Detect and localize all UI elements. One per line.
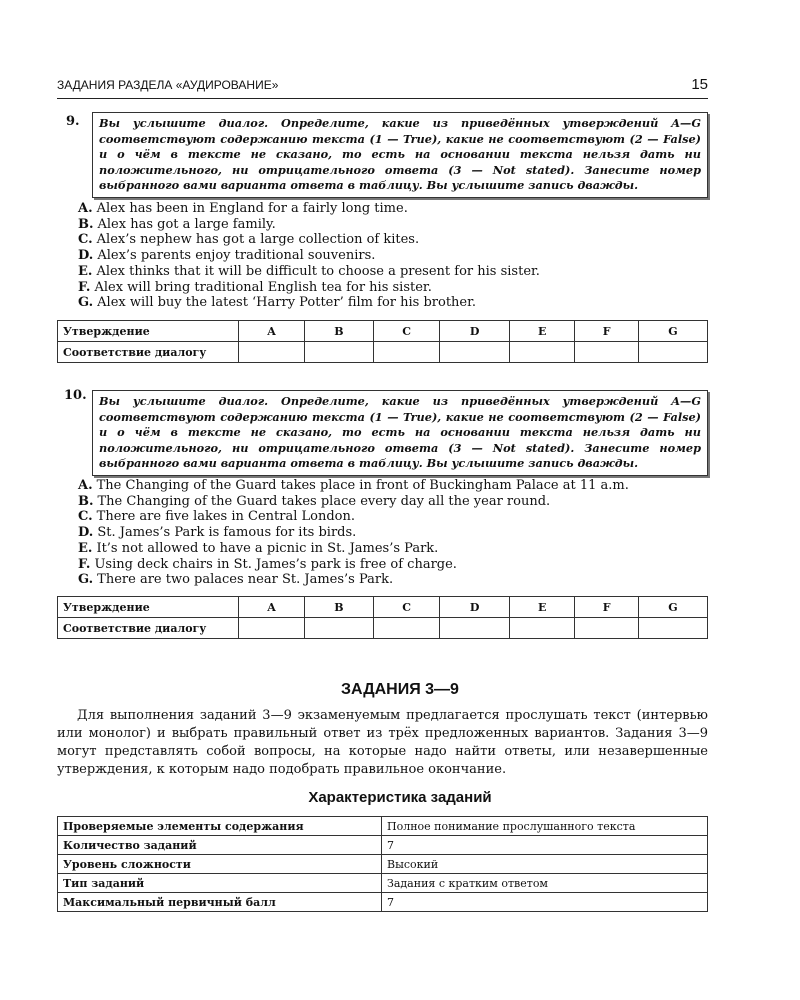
statement-text: Alex’s parents enjoy traditional souvenirs. xyxy=(97,248,376,264)
column-letter: B xyxy=(305,597,374,618)
answer-cell[interactable] xyxy=(575,342,639,363)
row-value: Высокий xyxy=(382,855,708,874)
statement-item xyxy=(78,494,629,510)
statement-letter: G. xyxy=(78,572,94,588)
answer-cell[interactable] xyxy=(575,618,639,639)
statement-item xyxy=(78,295,540,311)
answer-cell[interactable] xyxy=(373,342,440,363)
answer-row xyxy=(58,342,708,363)
column-letter: D xyxy=(440,597,509,618)
header-row xyxy=(58,597,708,618)
answer-table xyxy=(57,320,708,363)
header-title: ЗАДАНИЯ РАЗДЕЛА «АУДИРОВАНИЕ» xyxy=(57,78,279,92)
statement-text: The Changing of the Guard takes place every day all the year round. xyxy=(97,493,551,509)
statement-text: Alex has been in England for a fairly long time. xyxy=(96,201,408,216)
statement-letter: A. xyxy=(78,201,93,216)
answer-cell[interactable] xyxy=(239,618,305,639)
column-letter: D xyxy=(440,321,509,342)
statement-item xyxy=(78,201,540,217)
statement-list xyxy=(78,201,540,311)
statement-text: Alex thinks that it will be difficult to choose a present for his sister. xyxy=(96,263,540,279)
answer-cell[interactable] xyxy=(638,618,707,639)
table-row xyxy=(58,874,708,893)
row-label: Утверждение xyxy=(58,597,239,618)
statement-text: It’s not allowed to have a picnic in St. James’s Park. xyxy=(96,540,439,556)
statement-text: Alex has got a large family. xyxy=(97,216,276,232)
statement-letter: F. xyxy=(78,279,91,295)
answer-row xyxy=(58,618,708,639)
characteristics-table xyxy=(57,816,708,912)
statement-letter: G. xyxy=(78,295,94,311)
row-value: 7 xyxy=(382,836,708,855)
column-letter: G xyxy=(638,597,707,618)
task-number: 10. xyxy=(64,388,87,403)
statement-text: There are five lakes in Central London. xyxy=(96,509,355,525)
statement-letter: D. xyxy=(78,525,94,541)
column-letter: F xyxy=(575,321,639,342)
answer-cell[interactable] xyxy=(373,618,440,639)
statement-letter: E. xyxy=(78,263,93,279)
statement-item xyxy=(78,557,629,573)
row-key: Максимальный первичный балл xyxy=(58,893,382,912)
column-letter: C xyxy=(373,597,440,618)
statement-text: St. James’s Park is famous for its birds. xyxy=(97,525,357,541)
statement-letter: B. xyxy=(78,493,94,509)
statement-text: Alex’s nephew has got a large collection of kites. xyxy=(96,232,420,248)
task-instruction: Вы услышите диалог. Определите, какие из приведённых утверждений A—G соответствуют содержанию текста (1 — True), какие не соответствуют (2 — False) и о чём в тексте не сказано, то есть на основании текста нельзя дать ни положительного, ни отрицательного ответа (3 — Not stated). Занесите номер выбранного вами варианта ответа в таблицу. Вы услышите запись дважды. xyxy=(92,390,708,476)
statement-item xyxy=(78,572,629,588)
statement-letter: A. xyxy=(78,478,93,493)
row-value: Задания с кратким ответом xyxy=(382,874,708,893)
row-key: Количество заданий xyxy=(58,836,382,855)
answer-cell[interactable] xyxy=(509,618,575,639)
statement-letter: C. xyxy=(78,509,93,525)
statement-text: There are two palaces near St. James’s Park. xyxy=(97,572,394,588)
answer-cell[interactable] xyxy=(440,618,509,639)
answer-cell[interactable] xyxy=(305,618,374,639)
row-label: Соответствие диалогу xyxy=(58,342,239,363)
statement-letter: C. xyxy=(78,232,93,248)
answer-cell[interactable] xyxy=(638,342,707,363)
statement-item xyxy=(78,232,540,248)
statement-item xyxy=(78,525,629,541)
page-number: 15 xyxy=(691,76,708,93)
task-number: 9. xyxy=(66,114,80,129)
row-key: Уровень сложности xyxy=(58,855,382,874)
table-row xyxy=(58,893,708,912)
characteristics-heading: Характеристика заданий xyxy=(308,789,492,806)
row-label: Утверждение xyxy=(58,321,239,342)
statement-letter: F. xyxy=(78,556,91,572)
statement-item xyxy=(78,478,629,494)
column-letter: B xyxy=(305,321,374,342)
statement-item xyxy=(78,509,629,525)
row-key: Тип заданий xyxy=(58,874,382,893)
statement-letter: B. xyxy=(78,216,94,232)
column-letter: G xyxy=(638,321,707,342)
column-letter: E xyxy=(509,597,575,618)
table-row xyxy=(58,836,708,855)
column-letter: E xyxy=(509,321,575,342)
section-heading: ЗАДАНИЯ 3—9 xyxy=(341,681,459,698)
statement-letter: D. xyxy=(78,248,94,264)
answer-cell[interactable] xyxy=(239,342,305,363)
answer-cell[interactable] xyxy=(305,342,374,363)
statement-text: Alex will buy the latest ‘Harry Potter’ film for his brother. xyxy=(97,295,477,311)
statement-item xyxy=(78,541,629,557)
table-row xyxy=(58,817,708,836)
table-row xyxy=(58,855,708,874)
row-key: Проверяемые элементы содержания xyxy=(58,817,382,836)
column-letter: C xyxy=(373,321,440,342)
statement-item xyxy=(78,264,540,280)
column-letter: A xyxy=(239,321,305,342)
row-value: 7 xyxy=(382,893,708,912)
statement-text: The Changing of the Guard takes place in front of Buckingham Palace at 11 a.m. xyxy=(96,478,629,493)
running-header xyxy=(57,78,708,99)
answer-table xyxy=(57,596,708,639)
task-instruction: Вы услышите диалог. Определите, какие из приведённых утверждений A—G соответствуют содержанию текста (1 — True), какие не соответствуют (2 — False) и о чём в тексте не сказано, то есть на основании текста нельзя дать ни положительного, ни отрицательного ответа (3 — Not stated). Занесите номер выбранного вами варианта ответа в таблицу. Вы услышите запись дважды. xyxy=(92,112,708,198)
statement-item xyxy=(78,280,540,296)
answer-cell[interactable] xyxy=(440,342,509,363)
answer-cell[interactable] xyxy=(509,342,575,363)
row-value: Полное понимание прослушанного текста xyxy=(382,817,708,836)
statement-list xyxy=(78,478,629,588)
statement-text: Alex will bring traditional English tea for his sister. xyxy=(94,279,432,295)
statement-item xyxy=(78,217,540,233)
column-letter: F xyxy=(575,597,639,618)
header-row xyxy=(58,321,708,342)
column-letter: A xyxy=(239,597,305,618)
section-paragraph: Для выполнения заданий 3—9 экзаменуемым предлагается прослушать текст (интервью или монолог) и выбрать правильный ответ из трёх предложенных вариантов. Задания 3—9 могут представлять собой вопросы, на которые надо найти ответы, или незавершенные утверждения, к которым надо подобрать правильное окончание. xyxy=(57,708,708,777)
row-label: Соответствие диалогу xyxy=(58,618,239,639)
statement-letter: E. xyxy=(78,540,93,556)
statement-item xyxy=(78,248,540,264)
statement-text: Using deck chairs in St. James’s park is free of charge. xyxy=(94,556,457,572)
